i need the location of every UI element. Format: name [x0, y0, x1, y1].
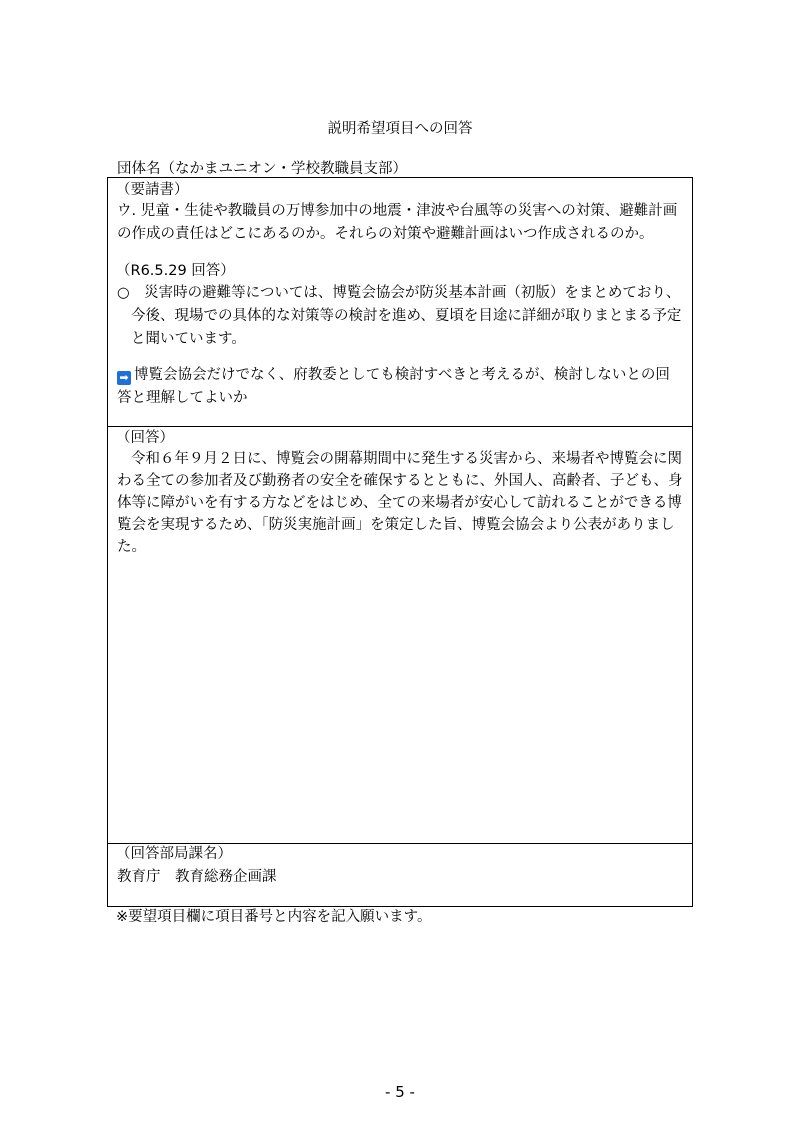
previous-answer-line: と聞いています。: [131, 331, 246, 347]
answer-line: 令和６年９月２日に、博覧会の開幕期間中に発生する災害から、来場者や博覧会に関: [131, 451, 682, 467]
answer-line: 体等に障がいを有する方などをはじめ、全ての来場者が安心して訪れることができる博: [117, 495, 682, 511]
department-section: [108, 844, 692, 906]
request-heading: （要請書）: [116, 182, 189, 198]
department-heading: （回答部局課名）: [116, 846, 232, 862]
previous-answer-line: 今後、現場での具体的な対策等の検討を進め、夏頃を目途に詳細が取りまとまる予定: [131, 308, 682, 324]
request-section: [108, 178, 692, 427]
answer-line: た。: [117, 539, 146, 555]
answer-line: 覧会を実現するため、「防災実施計画」を策定した旨、博覧会協会より公表がありまし: [117, 517, 675, 533]
answer-heading: （回答）: [116, 430, 174, 446]
followup-question: [117, 363, 670, 387]
followup-line: 博覧会協会だけでなく、府教委としても検討すべきと考えるが、検討しないとの回: [134, 367, 670, 383]
footnote: ※要望項目欄に項目番号と内容を記入願います。: [116, 909, 432, 925]
page-number: - 5 -: [385, 1083, 415, 1101]
followup-line: 答と理解してよいか: [117, 390, 248, 406]
organization-name: 団体名（なかまユニオン・学校教職員支部）: [117, 161, 407, 177]
previous-answer-line: ○ 災害時の避難等については、博覧会協会が防災基本計画（初版）をまとめており、: [117, 285, 681, 301]
previous-answer-heading: （R6.5.29 回答）: [116, 263, 235, 279]
answer-form-table: [107, 177, 693, 907]
department-name: 教育庁 教育総務企画課: [117, 869, 277, 885]
page-title: 説明希望項目への回答: [327, 121, 473, 137]
answer-line: わる全ての参加者及び勤務者の安全を確保するとともに、外国人、高齢者、子ども、身: [117, 473, 683, 489]
right-arrow-icon: ➡: [117, 371, 131, 385]
request-line: ウ. 児童・生徒や教職員の万博参加中の地震・津波や台風等の災害への対策、避難計画: [117, 203, 678, 219]
request-line: の作成の責任はどこにあるのか。それらの対策や避難計画はいつ作成されるのか。: [117, 226, 654, 242]
answer-section: [108, 427, 692, 844]
